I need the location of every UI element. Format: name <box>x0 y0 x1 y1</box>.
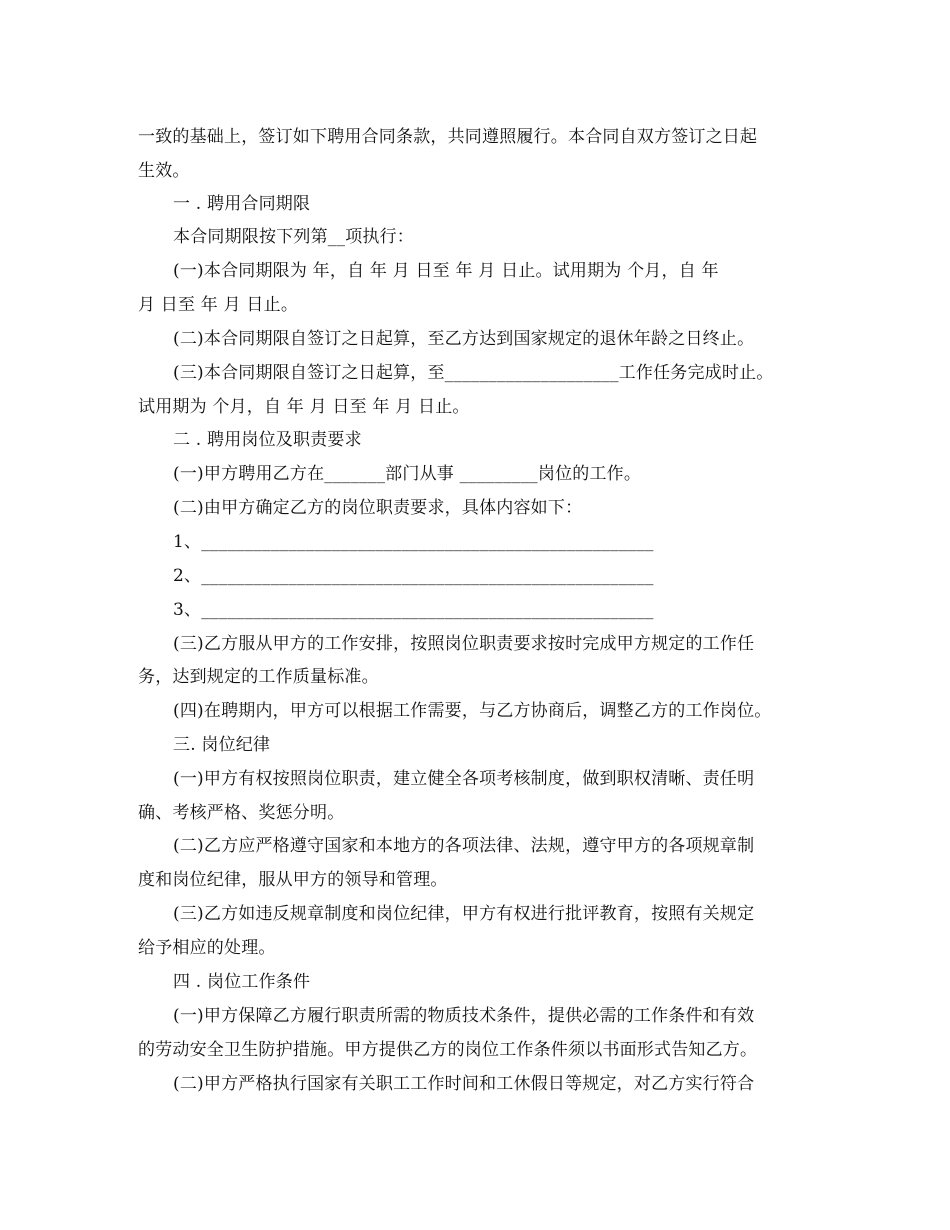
section-heading: 三. 岗位纪律 <box>173 735 271 755</box>
text-line: (三)乙方服从甲方的工作安排，按照岗位职责要求按时完成甲方规定的工作任 <box>173 634 755 654</box>
blank-item: 3、____________________________________________________ <box>173 600 654 620</box>
section-heading: 二 . 聘用岗位及职责要求 <box>173 430 362 450</box>
text-line: (三)乙方如违反规章制度和岗位纪律，甲方有权进行批评教育，按照有关规定 <box>173 904 755 924</box>
text-line: (二)甲方严格执行国家有关职工工作时间和工休假日等规定，对乙方实行符合 <box>173 1074 755 1094</box>
text-line: (一)甲方聘用乙方在_______部门从事 _________岗位的工作。 <box>173 464 642 484</box>
section-heading: 一 . 聘用合同期限 <box>173 194 311 214</box>
text-line: (一)本合同期限为 年，自 年 月 日至 年 月 日止。试用期为 个月，自 年 <box>173 261 719 281</box>
text-line: 给予相应的处理。 <box>138 938 276 958</box>
text-line: 度和岗位纪律，服从甲方的领导和管理。 <box>138 870 448 890</box>
text-line: (二)本合同期限自签订之日起算，至乙方达到国家规定的退休年龄之日终止。 <box>173 329 755 349</box>
text-line: (一)甲方保障乙方履行职责所需的物质技术条件，提供必需的工作条件和有效 <box>173 1006 755 1026</box>
text-line: 务，达到规定的工作质量标准。 <box>138 667 379 687</box>
text-line: (二)乙方应严格遵守国家和本地方的各项法律、法规，遵守甲方的各项规章制 <box>173 836 755 856</box>
blank-item: 2、____________________________________________________ <box>173 566 654 586</box>
blank-item: 1、____________________________________________________ <box>173 532 654 552</box>
text-line: 试用期为 个月，自 年 月 日至 年 月 日止。 <box>138 397 470 417</box>
text-line: (二)由甲方确定乙方的岗位职责要求，具体内容如下： <box>173 498 583 518</box>
text-line: 生效。 <box>138 161 190 181</box>
text-line: 的劳动安全卫生防护措施。甲方提供乙方的岗位工作条件须以书面形式告知乙方。 <box>138 1040 758 1060</box>
text-line: 本合同期限按下列第__项执行： <box>173 227 414 247</box>
text-line: 一致的基础上，签订如下聘用合同条款，共同遵照履行。本合同自双方签订之日起 <box>138 127 758 147</box>
text-line: 确、考核严格、奖惩分明。 <box>138 803 345 823</box>
section-heading: 四 . 岗位工作条件 <box>173 972 311 992</box>
text-line: (一)甲方有权按照岗位职责，建立健全各项考核制度，做到职权清晰、责任明 <box>173 769 755 789</box>
text-line: (三)本合同期限自签订之日起算，至____________________工作任务完成时止。 <box>173 363 774 383</box>
text-line: 月 日至 年 月 日止。 <box>138 295 299 315</box>
text-line: (四)在聘期内，甲方可以根据工作需要，与乙方协商后，调整乙方的工作岗位。 <box>173 701 772 721</box>
